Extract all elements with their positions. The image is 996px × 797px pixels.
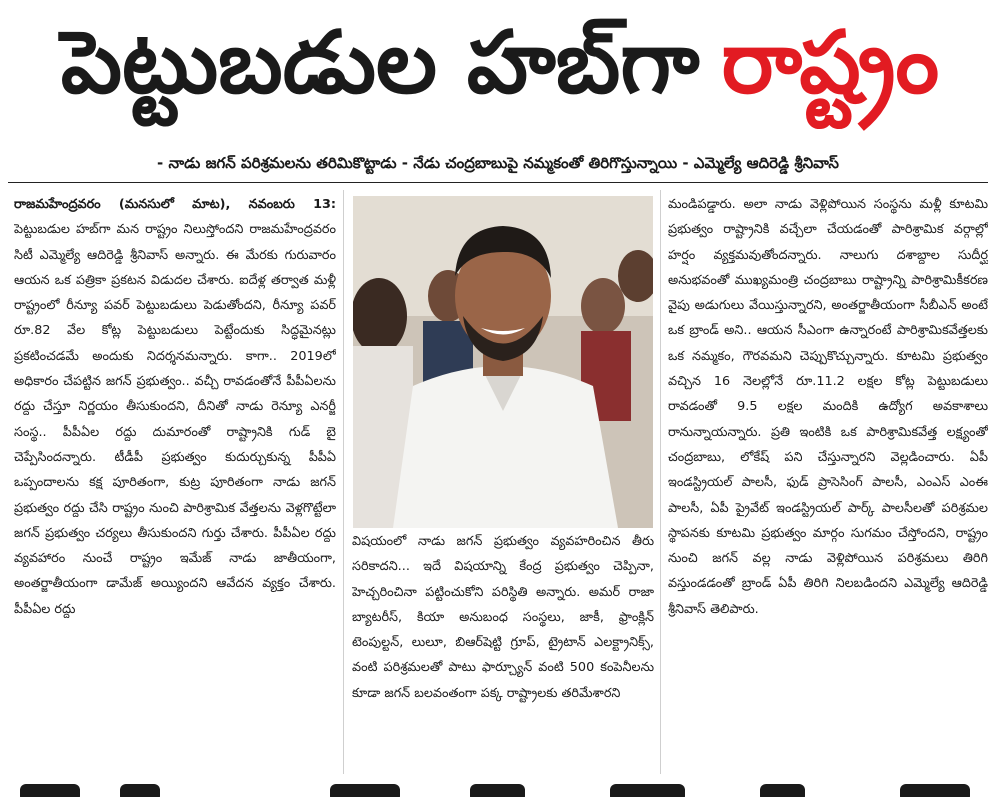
subheadline: - నాడు జగన్ పరిశ్రమలను తరిమికొట్టాడు - నేడు చంద్రబాబుపై నమ్మకంతో తిరిగొస్తున్నాయి - ఎమ్మెల్యే ఆదిరెడ్డి శ్రీనివాస్	[157, 154, 839, 172]
headline-main: పెట్టుబడుల హబ్‌గా	[60, 13, 700, 113]
headline-rule	[8, 182, 988, 183]
article-column-2	[352, 529, 654, 774]
article-column-3	[668, 192, 988, 774]
column-divider-1	[343, 190, 344, 774]
article-text-col1: పెట్టుబడుల హబ్‌గా మన రాష్ట్రం నిలుస్తోందని రాజమహేంద్రవరం సిటీ ఎమ్మెల్యే ఆదిరెడ్డి శ్రీనివాస్ అన్నారు. ఈ మేరకు గురువారం ఆయన ఒక పత్రికా ప్రకటన విడుదల చేశారు. ఐదేళ్ల తర్వాత మళ్లీ రాష్ట్రంలో రీన్యూ పవర్ పెట్టుబడులు పెడుతోందని, రీన్యూ పవర్ రూ.82 వేల కోట్ల పెట్టుబడులు పెట్టేందుకు సిద్ధమైనట్లు ప్రకటించడమే అందుకు నిదర్శనమన్నారు. కాగా.. 2019లో అధికారం చేపట్టిన జగన్ ప్రభుత్వం.. వచ్చీ రావడంతోనే పీపీఏలను రద్దు చేస్తూ నిర్ణయం తీసుకుందని, దీనితో నాడు రెన్యూ ఎనర్జీ సంస్థ.. పీపీఏల రద్దు దుమారంతో రాష్ట్రానికి గుడ్ బై చెప్పేసిందన్నారు. టీడీపీ ప్రభుత్వం కుదుర్చుకున్న పీపీఏ ఒప్పందాలను కక్ష పూరితంగా, కుట్ర పూరితంగా నాడు జగన్ ప్రభుత్వం రద్దు చేసి రాష్ట్రం నుంచి పారిశ్రామిక వేత్తలను వెళ్లగొట్టేలా జగన్ ప్రభుత్వం చర్యలు తీసుకుందని గుర్తు చేశారు. పీపీఏల రద్దు వ్యవహారం నుంచే రాష్ట్రం ఇమేజ్ నాడు జాతీయంగా, అంతర్జాతీయంగా డామేజ్ అయ్యిందని ఆవేదన వ్యక్తం చేశారు. పీపీఏల రద్దు	[14, 222, 336, 617]
article-column-1	[14, 192, 336, 774]
article-dateline: రాజమహేంద్రవరం (మనసులో మాట), నవంబరు 13:	[14, 197, 336, 212]
next-article-headline-fragment	[0, 778, 996, 797]
article-text-col3: మండిపడ్డారు. అలా నాడు వెళ్లిపోయిన సంస్థను మళ్లీ కూటమి ప్రభుత్వం రాష్ట్రానికి వచ్చేలా చేయడంతో పారిశ్రామిక వర్గాల్లో హర్షం వ్యక్తమవుతోందన్నారు. నాలుగు దశాబ్దాల సుదీర్ఘ అనుభవంతో ముఖ్యమంత్రి చంద్రబాబు రాష్ట్రాన్ని పారిశ్రామికీకరణ వైపు అడుగులు వేయిస్తున్నారని, అంతర్జాతీయంగా సీబీఎన్ అంటే ఒక బ్రాండ్ అని.. ఆయన సీఎంగా ఉన్నారంటే పారిశ్రామికవేత్తలకు ఒక నమ్మకం, గౌరవమని చెప్పుకొచ్చున్నారు. కూటమి ప్రభుత్వం వచ్చిన 16 నెలల్లోనే రూ.11.2 లక్షల కోట్ల పెట్టుబడులు రావడంతో 9.5 లక్షల మందికి ఉద్యోగ అవకాశాలు రానున్నాయన్నారు. ప్రతి ఇంటికి ఒక పారిశ్రామికవేత్త లక్ష్యంతో చంద్రబాబు, లోకేష్ పని చేస్తున్నారని వెల్లడించారు. ఏపీ ఇండస్ట్రియల్ పాలసీ, ఫుడ్ ప్రాసెసింగ్ పాలసీ, ఎంఎస్ ఎంఈ పాలసీ, ఏపీ ప్రైవేట్ ఇండస్ట్రియల్ పార్క్ పాలసీలతో పరిశ్రమల స్థాపనకు కూటమి ప్రభుత్వం మార్గం సుగమం చేస్తోందని, రాష్ట్రం నుంచి జగన్ వల్ల నాడు వెళ్లిపోయిన పరిశ్రమలు తిరిగి వస్తుండడంతో బ్రాండ్ ఏపీ తిరిగి నిలబడిందని ఎమ్మెల్యే ఆదిరెడ్డి శ్రీనివాస్ తెలిపారు.	[668, 197, 988, 617]
article-text-col2: విషయంలో నాడు జగన్ ప్రభుత్వం వ్యవహరించిన తీరు సరికాదని... ఇదే విషయాన్ని కేంద్ర ప్రభుత్వం చెప్పినా, హెచ్చరించినా పట్టించుకోని పరిస్థితి అన్నారు. అమర్ రాజా బ్యాటరీస్, కియా అనుబంధ సంస్థలు, జాకీ, ఫ్రాంక్లిన్ టెంపుల్టన్, లులూ, బిఆర్‌షెట్టి గ్రూప్, ట్రైటాన్ ఎలక్ట్రానిక్స్, వంటి పరిశ్రమలతో పాటు ఫార్చ్యూన్ వంటి 500 కంపెనీలను కూడా జగన్ బలవంతంగా పక్క రాష్ట్రాలకు తరిమేశారని	[352, 534, 654, 701]
headline	[20, 4, 980, 122]
mla-photo	[353, 196, 653, 528]
mla-photo-illustration	[353, 196, 653, 528]
column-divider-2	[660, 190, 661, 774]
headline-highlight: రాష్ట్రం	[721, 13, 940, 113]
